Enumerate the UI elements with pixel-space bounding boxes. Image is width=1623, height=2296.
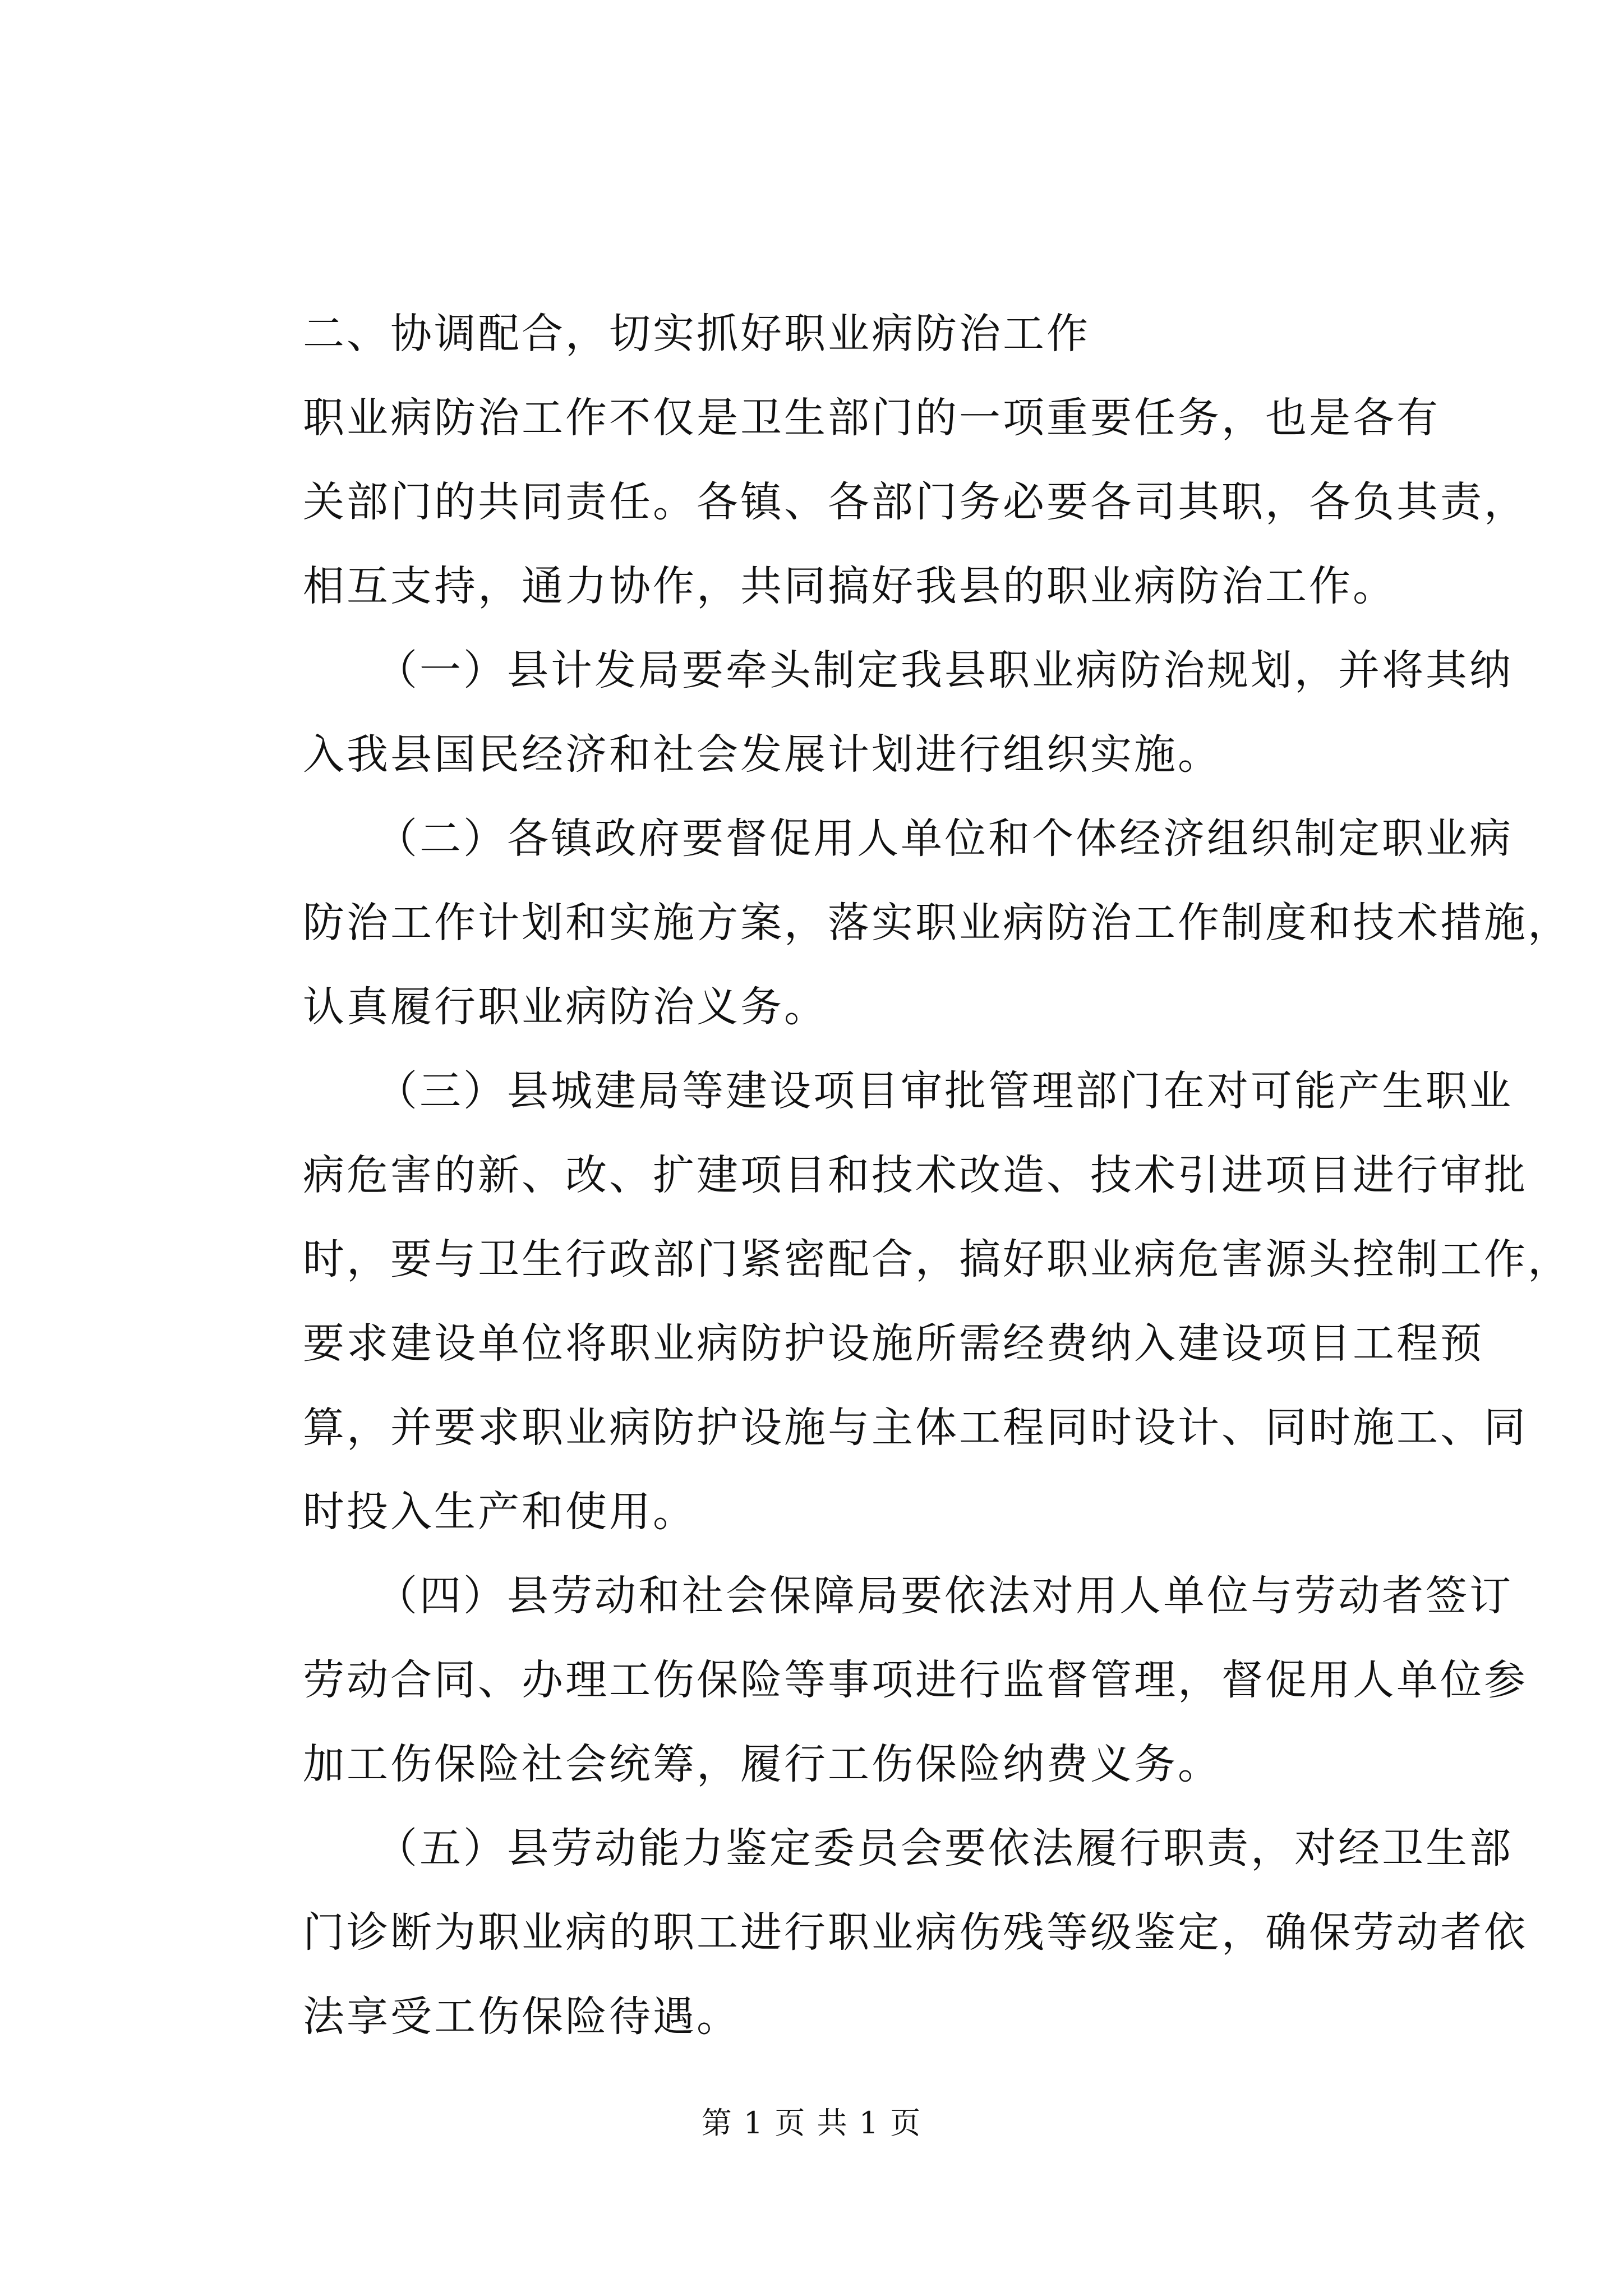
paragraph-line: （五）县劳动能力鉴定委员会要依法履行职责，对经卫生部	[376, 1824, 1513, 1872]
paragraph-line: 相互支持，通力协作，共同搞好我县的职业病防治工作。	[303, 562, 1396, 610]
paragraph-line: 劳动合同、办理工伤保险等事项进行监督管理，督促用人单位参	[303, 1656, 1528, 1704]
paragraph	[303, 376, 1528, 628]
section-heading: 二、协调配合，切实抓好职业病防治工作	[303, 310, 1090, 358]
paragraph-list	[303, 376, 1571, 2059]
paragraph-line: 门诊断为职业病的职工进行职业病伤残等级鉴定，确保劳动者依	[303, 1908, 1528, 1957]
paragraph-line: （二）各镇政府要督促用人单位和个体经济组织制定职业病	[376, 815, 1513, 863]
paragraph-line: 时，要与卫生行政部门紧密配合，搞好职业病危害源头控制工作，	[303, 1235, 1571, 1283]
paragraph	[303, 628, 1513, 797]
paragraph	[303, 1554, 1528, 1806]
paragraph-line: 算，并要求职业病防护设施与主体工程同时设计、同时施工、同	[303, 1404, 1528, 1452]
paragraph-line: （三）县城建局等建设项目审批管理部门在对可能产生职业	[376, 1067, 1513, 1115]
paragraph-line: 病危害的新、改、扩建项目和技术改造、技术引进项目进行审批	[303, 1151, 1528, 1199]
paragraph	[303, 1806, 1528, 2059]
paragraph-line: 认真履行职业病防治义务。	[303, 983, 828, 1031]
paragraph-line: 关部门的共同责任。各镇、各部门务必要各司其职，各负其责，	[303, 478, 1528, 526]
paragraph	[303, 1049, 1571, 1554]
paragraph-line: 要求建设单位将职业病防护设施所需经费纳入建设项目工程预	[303, 1319, 1484, 1368]
paragraph-line: 法享受工伤保险待遇。	[303, 1993, 740, 2041]
paragraph-line: （一）县计发局要牵头制定我县职业病防治规划，并将其纳	[376, 646, 1513, 694]
paragraph-line: （四）县劳动和社会保障局要依法对用人单位与劳动者签订	[376, 1572, 1513, 1620]
paragraph-line: 加工伤保险社会统筹，履行工伤保险纳费义务。	[303, 1740, 1221, 1788]
paragraph-line: 入我县国民经济和社会发展计划进行组织实施。	[303, 730, 1221, 779]
paragraph-line: 时投入生产和使用。	[303, 1488, 697, 1536]
document-body	[303, 292, 1571, 2059]
paragraph-line: 职业病防治工作不仅是卫生部门的一项重要任务，也是各有	[303, 394, 1440, 442]
paragraph	[303, 797, 1571, 1049]
paragraph-line: 防治工作计划和实施方案，落实职业病防治工作制度和技术措施，	[303, 899, 1571, 947]
page-footer: 第 1 页 共 1 页	[701, 2105, 922, 2141]
